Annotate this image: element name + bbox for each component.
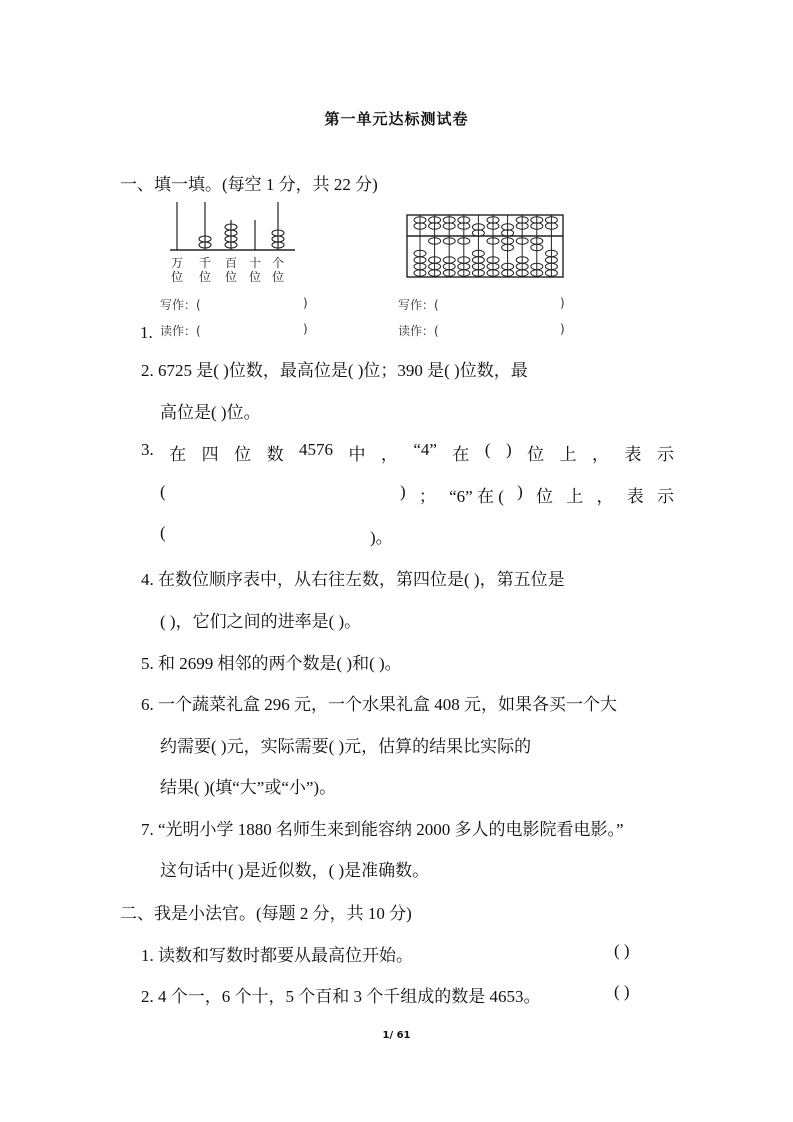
write-close-2: )	[560, 296, 565, 310]
q3-line3-close: )。	[370, 528, 393, 547]
judge-item-2: 2. 4 个一，6 个十，5 个百和 3 个千组成的数是 4653。	[141, 987, 541, 1006]
read-label-2: 读作：(	[398, 324, 439, 338]
write-label-2: 写作：(	[398, 298, 439, 312]
q3-line2: ) ； “6” 在 ( ) 位 上 ， 表 示	[400, 482, 674, 506]
read-close-1: )	[303, 322, 308, 336]
abacus-label-bai: 百	[224, 256, 238, 270]
q4-line1: 4. 在数位顺序表中，从右往左数，第四位是( )，第五位是	[141, 570, 565, 589]
q2-line1: 2. 6725 是( )位数，最高位是( )位；390 是( )位数，最	[141, 361, 528, 380]
q3-line3-open: (	[160, 523, 166, 542]
abacus-label-qian: 千	[198, 256, 212, 270]
section-2-heading: 二、我是小法官。(每题 2 分，共 10 分)	[120, 904, 412, 923]
abacus-label-ge: 个	[271, 256, 285, 270]
q6-line2: 约需要( )元，实际需要( )元，估算的结果比实际的	[160, 737, 532, 756]
page-number: 1/ 61	[382, 1030, 411, 1041]
judge-item-1: 1. 读数和写数时都要从最高位开始。	[141, 946, 413, 965]
abacus-label-suffix: 位	[248, 270, 262, 284]
page-title: 第一单元达标测试卷	[324, 112, 469, 128]
section-1-heading: 一、填一填。(每空 1 分，共 22 分)	[120, 175, 378, 194]
abacus-label-suffix: 位	[170, 270, 184, 284]
abacus-label-suffix: 位	[224, 270, 238, 284]
abacus-label-suffix: 位	[198, 270, 212, 284]
abacus-suanpan	[402, 210, 570, 282]
q5-line1: 5. 和 2699 相邻的两个数是( )和( )。	[141, 654, 402, 673]
q1-number: 1.	[140, 323, 153, 342]
q3-line2-open: (	[160, 482, 166, 501]
q4-line2: ( )，它们之间的进率是( )。	[160, 612, 362, 631]
q6-line1: 6. 一个蔬菜礼盒 296 元，一个水果礼盒 408 元，如果各买一个大	[141, 695, 617, 714]
q7-line1: 7. “光明小学 1880 名师生来到能容纳 2000 多人的电影院看电影。”	[141, 820, 624, 839]
write-label-1: 写作：(	[160, 298, 201, 312]
write-close-1: )	[303, 296, 308, 310]
judge-item-1-answer[interactable]: ( )	[614, 941, 630, 960]
read-close-2: )	[560, 322, 565, 336]
q7-line2: 这句话中( )是近似数，( )是准确数。	[160, 861, 430, 880]
q2-line2: 高位是( )位。	[160, 403, 261, 422]
abacus-label-suffix: 位	[271, 270, 285, 284]
q3-line1: 3. 在 四 位 数 4576 中 ， “4” 在 ( ) 位 上 ， 表 示	[141, 440, 674, 464]
q6-line3: 结果( )(填“大”或“小”)。	[160, 778, 337, 797]
abacus-label-shi: 十	[248, 256, 262, 270]
read-label-1: 读作：(	[160, 324, 201, 338]
judge-item-2-answer[interactable]: ( )	[614, 982, 630, 1001]
abacus-label-wan: 万	[170, 256, 184, 270]
